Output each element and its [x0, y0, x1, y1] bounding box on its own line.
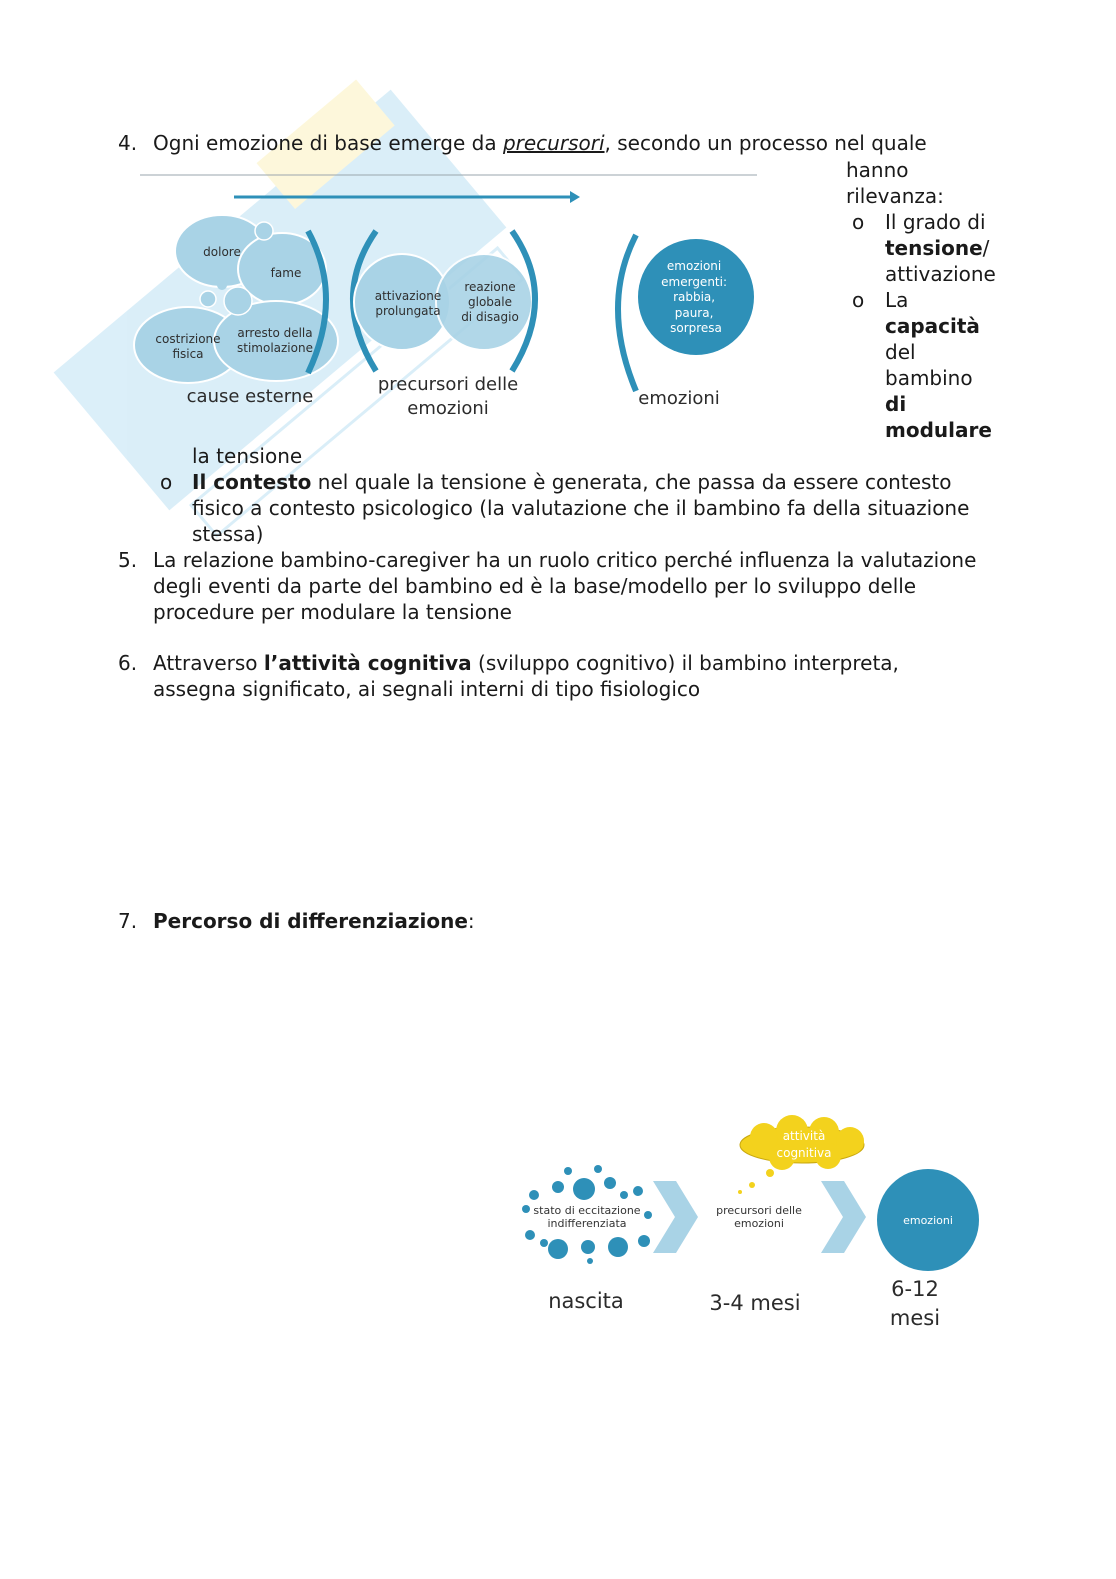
bullet-marker: o	[160, 470, 173, 494]
item4-right-line-2: rilevanza:	[846, 184, 944, 208]
bullet-marker: o	[852, 288, 865, 312]
bullet3-line3: stessa)	[192, 522, 264, 546]
item4-first-line	[153, 130, 927, 156]
label-cause-esterne: cause esterne	[186, 386, 314, 407]
item5-line2: degli eventi da parte del bambino ed è la base/modello per lo sviluppo delle	[153, 574, 917, 598]
chevron-arrow-2	[821, 1181, 866, 1253]
time-label-mesi: mesi	[889, 1306, 941, 1330]
bullet-marker: o	[852, 210, 865, 234]
stage3-label: emozioni	[903, 1214, 953, 1227]
stage2-label-1: precursori delle	[716, 1204, 802, 1217]
list-number-5: 5.	[118, 548, 138, 572]
differentiation-diagram	[510, 1115, 1000, 1340]
item4-text-after: , secondo un processo nel quale	[604, 131, 927, 155]
bullet2-line2	[885, 313, 980, 339]
bullet2-line1: La	[885, 288, 909, 312]
item4-right-line-1: hanno	[846, 158, 909, 182]
cloud-label-2: cognitiva	[776, 1146, 832, 1160]
cloud-label-1: attività	[782, 1129, 826, 1143]
bubble-label-fame: fame	[270, 266, 302, 280]
bullet1-slash: /	[982, 236, 990, 260]
label-precursori-2: emozioni	[407, 398, 489, 419]
di-bold: di	[885, 392, 907, 416]
bullet1-line3: attivazione	[885, 262, 996, 286]
list-number-6: 6.	[118, 651, 138, 675]
item5-line1: La relazione bambino-caregiver ha un ruolo critico perché influenza la valutazione	[153, 548, 977, 572]
chevron-arrow-1	[653, 1181, 698, 1253]
bullet3-line1-rest: nel quale la tensione è generata, che passa da essere contesto	[311, 470, 952, 494]
bracket-left-emotions	[618, 235, 636, 391]
modulare-bold: modulare	[885, 418, 992, 442]
small-bubble	[255, 222, 273, 240]
item7-colon: :	[467, 909, 475, 933]
capacita-bold: capacità	[885, 314, 980, 338]
bullet2-line6	[885, 417, 992, 443]
item6-after: (sviluppo cognitivo) il bambino interpreta,	[471, 651, 899, 675]
item6-line1	[153, 650, 899, 676]
bullet2-line5	[885, 391, 906, 417]
bullet3-line2: fisico a contesto psicologico (la valutazione che il bambino fa della situazione	[192, 496, 970, 520]
bubble-label-dolore: dolore	[203, 245, 241, 259]
bullet1-line1: Il grado di	[885, 210, 986, 234]
label-precursori-1: precursori delle	[377, 374, 519, 395]
bullet2-continuation: la tensione	[192, 444, 303, 468]
item7-title	[153, 908, 475, 934]
stage2-label-2: emozioni	[734, 1217, 784, 1230]
item6-before: Attraverso	[153, 651, 264, 675]
tensione-bold: tensione	[885, 236, 983, 260]
time-label-nascita: nascita	[548, 1289, 624, 1313]
label-emozioni-emergenti: emozioni emergenti: rabbia, paura, sorpresa	[661, 259, 728, 335]
precursori-link[interactable]: precursori	[502, 131, 605, 155]
small-bubble	[217, 280, 227, 290]
percorso-bold: Percorso di differenziazione	[153, 909, 468, 933]
list-number-7: 7.	[118, 909, 138, 933]
emotion-precursors-diagram	[130, 165, 790, 425]
bullet2-line3: del	[885, 340, 916, 364]
item5-line3: procedure per modulare la tensione	[153, 600, 512, 624]
bubble-label-arresto: arresto della stimolazione	[237, 326, 313, 355]
small-bubble	[200, 291, 216, 307]
time-label-3-4-mesi: 3-4 mesi	[709, 1291, 801, 1315]
bullet3-line1	[192, 469, 952, 495]
label-reazione: reazione globale di disagio	[461, 280, 519, 324]
item6-line2: assegna significato, ai segnali interni di tipo fisiologico	[153, 677, 701, 701]
process-arrow-head	[570, 191, 580, 203]
attivita-cognitiva-bold: l’attività cognitiva	[263, 651, 472, 675]
item4-text-before: Ogni emozione di base emerge da	[153, 131, 503, 155]
list-number-4: 4.	[118, 131, 138, 155]
small-bubble	[224, 287, 252, 315]
label-emozioni: emozioni	[638, 388, 720, 409]
contesto-bold: Il contesto	[192, 470, 312, 494]
label-attivazione: attivazione prolungata	[374, 289, 442, 318]
bullet1-line2	[885, 235, 989, 261]
stage1-label-1: stato di eccitazione	[533, 1204, 641, 1217]
time-label-6-12: 6-12	[891, 1277, 939, 1301]
bullet2-line4: bambino	[885, 366, 973, 390]
stage1-label-2: indifferenziata	[547, 1217, 627, 1230]
bubble-label-costrizione: costrizione fisica	[155, 332, 221, 361]
